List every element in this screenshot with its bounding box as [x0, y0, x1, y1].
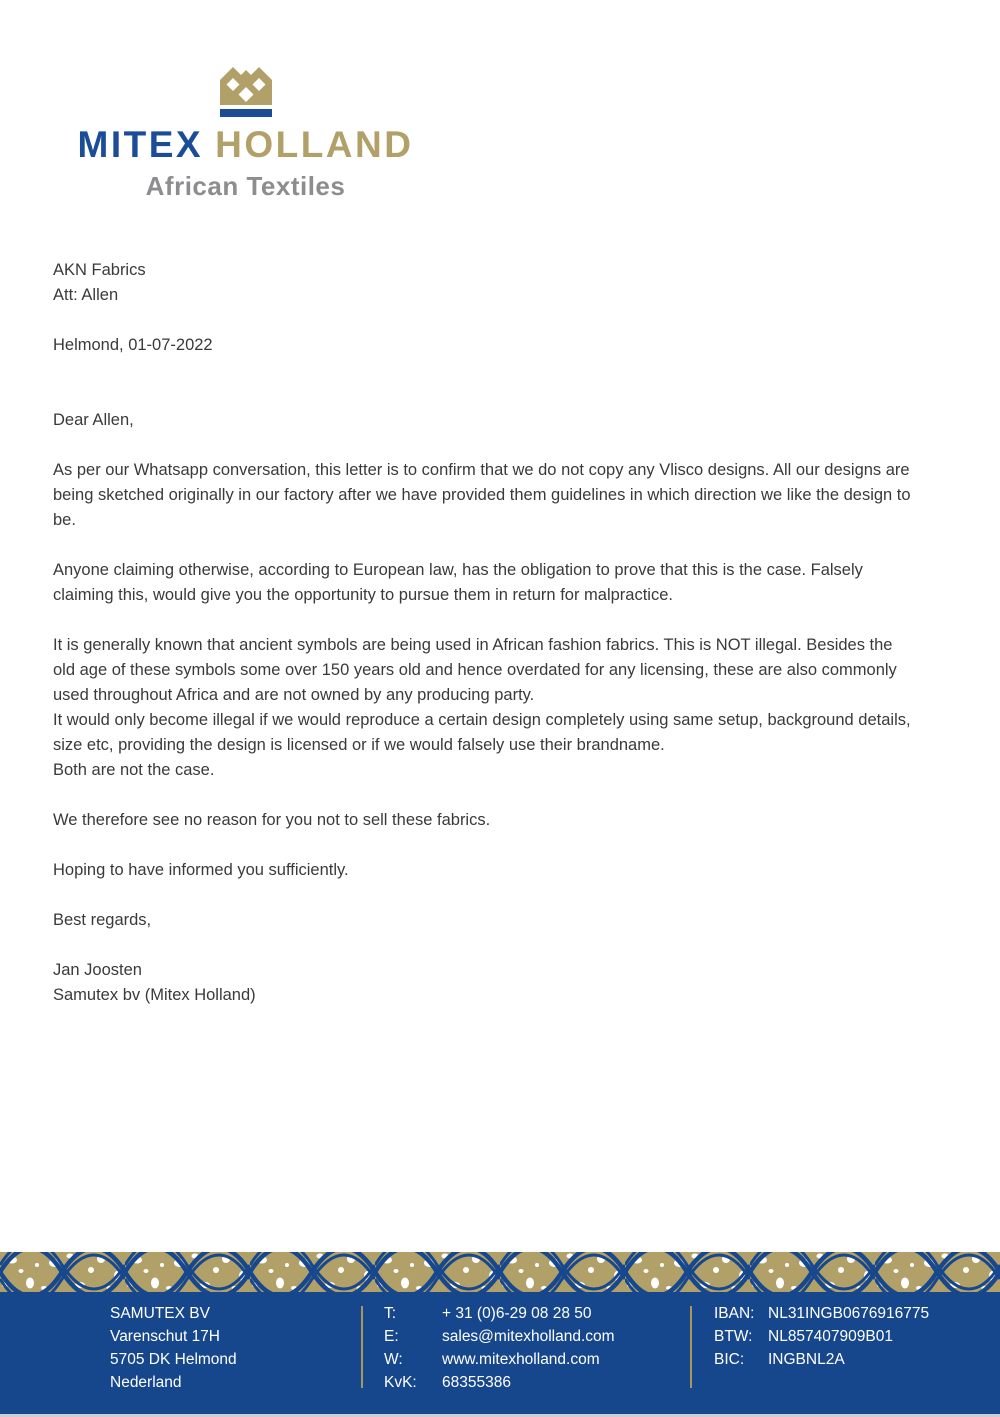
btw-label: BTW: — [714, 1328, 753, 1345]
btw-value: NL857407909B01 — [768, 1328, 893, 1345]
footer-divider — [690, 1306, 692, 1388]
paragraph: As per our Whatsapp conversation, this letter is to confirm that we do not copy any Vlisco designs. All our designs are being sketched originally in our factory after we have provided them guidelines in which direction we like the design to be. — [53, 461, 911, 529]
brand-name-primary: MITEX — [77, 124, 204, 165]
closing: Best regards, — [53, 911, 152, 929]
kvk-label: KvK: — [384, 1374, 417, 1391]
footer-divider — [361, 1306, 363, 1388]
wax-print-wave-pattern-band — [0, 1252, 1000, 1292]
dateline: Helmond, 01-07-2022 — [53, 336, 213, 354]
recipient-attention: Att: Allen — [53, 286, 119, 304]
iban-label: IBAN: — [714, 1305, 755, 1322]
paragraph: We therefore see no reason for you not to sell these fabrics. — [53, 811, 491, 829]
website-label: W: — [384, 1351, 403, 1368]
signature-company: Samutex bv (Mitex Holland) — [53, 986, 256, 1004]
crown-icon — [218, 64, 274, 118]
email-value: sales@mitexholland.com — [442, 1328, 615, 1345]
paragraph-line: It is generally known that ancient symbols are being used in African fashion fabrics. This is NOT illegal. Besides the old age of these symbols some over 150 years old and hence overdated for any licensing, these are also commonly used throughout Africa and are not owned by any producing party. — [53, 636, 897, 704]
footer-registration — [714, 1302, 929, 1371]
footer-postal-city: 5705 DK Helmond — [110, 1351, 237, 1368]
signature-name: Jan Joosten — [53, 961, 142, 979]
paragraph: Anyone claiming otherwise, according to European law, has the obligation to prove that this is the case. Falsely claiming this, would give you the opportunity to pursue them in return for malpractice. — [53, 561, 863, 604]
paragraph-line: It would only become illegal if we would reproduce a certain design completely using same setup, background details, size etc, providing the design is licensed or if we would falsely use their brandname. — [53, 711, 911, 754]
phone-value: + 31 (0)6-29 08 28 50 — [442, 1305, 592, 1322]
letter-body — [53, 258, 915, 1008]
bic-label: BIC: — [714, 1351, 745, 1368]
footer — [0, 1292, 1000, 1417]
email-label: E: — [384, 1328, 399, 1345]
brand-name — [63, 124, 428, 166]
footer-company-name: SAMUTEX BV — [110, 1305, 210, 1322]
website-value: www.mitexholland.com — [442, 1351, 600, 1368]
paragraph-line: Both are not the case. — [53, 761, 215, 779]
recipient-name: AKN Fabrics — [53, 261, 146, 279]
footer-country: Nederland — [110, 1374, 182, 1391]
brand-name-secondary: HOLLAND — [215, 124, 414, 165]
kvk-value: 68355386 — [442, 1374, 511, 1391]
paragraph: Hoping to have informed you sufficiently. — [53, 861, 349, 879]
footer-street: Varenschut 17H — [110, 1328, 220, 1345]
paragraph — [53, 633, 915, 783]
bic-value: INGBNL2A — [768, 1351, 845, 1368]
company-logo — [63, 64, 428, 202]
brand-tagline: African Textiles — [145, 171, 346, 201]
footer-address — [110, 1302, 237, 1394]
phone-label: T: — [384, 1305, 397, 1322]
salutation: Dear Allen, — [53, 411, 134, 429]
footer-contact — [384, 1302, 615, 1394]
iban-value: NL31INGB0676916775 — [768, 1305, 930, 1322]
signature-block — [53, 958, 915, 1008]
